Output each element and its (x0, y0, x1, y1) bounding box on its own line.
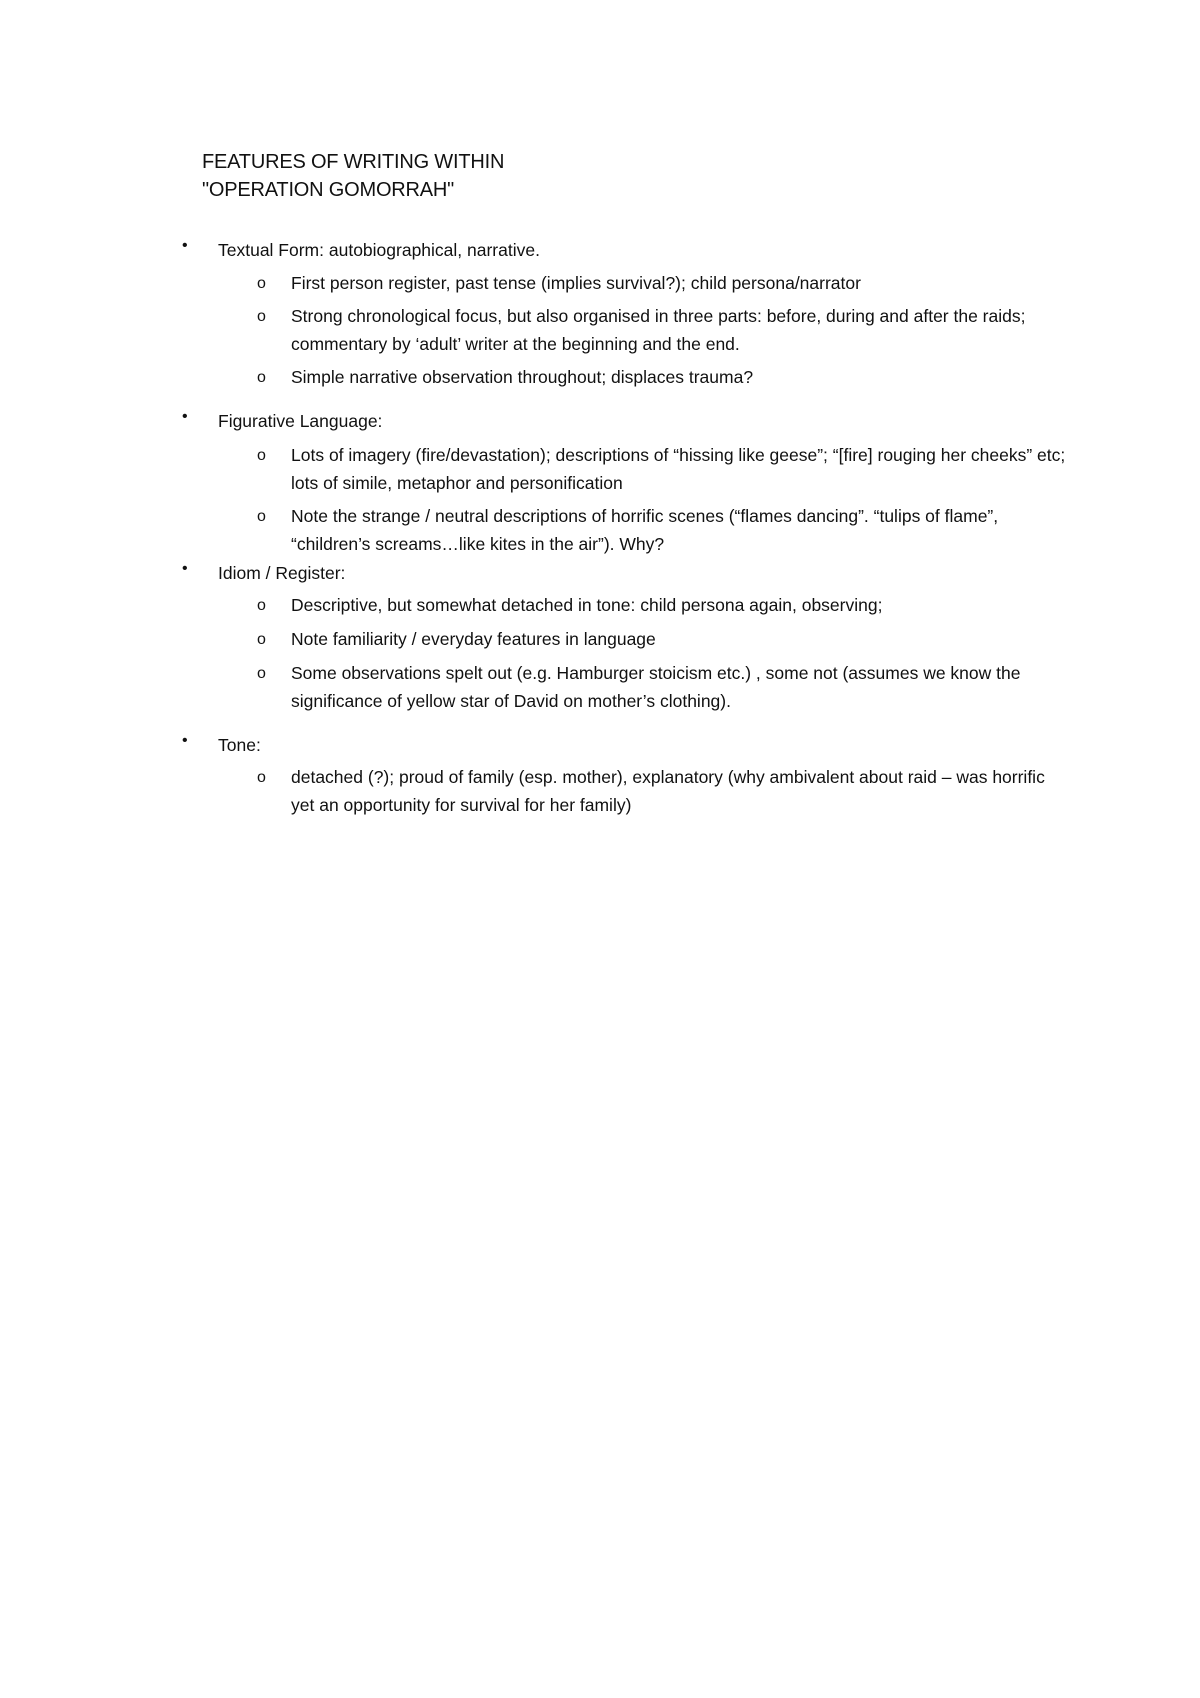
circle-bullet-icon: o (257, 369, 266, 386)
list-item-text: detached (?); proud of family (esp. mother), explanatory (why ambivalent about raid – was horrific yet an opportunity for survival for her family) (291, 767, 1045, 815)
list-item-text: Strong chronological focus, but also organised in three parts: before, during and after the raids; commentary by ‘adult’ writer at the beginning and the end. (291, 306, 1026, 354)
section-label: Figurative Language: (218, 411, 383, 431)
list-item-text: Simple narrative observation throughout; displaces trauma? (291, 367, 754, 387)
circle-bullet-icon: o (257, 665, 266, 682)
circle-bullet-icon: o (257, 597, 266, 614)
list-item-text: Descriptive, but somewhat detached in tone: child persona again, observing; (291, 595, 883, 615)
bullet-icon: • (182, 408, 188, 425)
circle-bullet-icon: o (257, 275, 266, 292)
list-item-text: Note familiarity / everyday features in language (291, 629, 656, 649)
list-item-text: Note the strange / neutral descriptions of horrific scenes (“flames dancing”. “tulips of flame”, “children’s screams…like kites in the air”). Why? (291, 506, 999, 554)
circle-bullet-icon: o (257, 631, 266, 648)
circle-bullet-icon: o (257, 308, 266, 325)
title-line-1: FEATURES OF WRITING WITHIN (202, 151, 505, 173)
circle-bullet-icon: o (257, 508, 266, 525)
bullet-icon: • (182, 732, 188, 749)
title-line-2: "OPERATION GOMORRAH" (202, 179, 455, 201)
section-label: Tone: (218, 735, 261, 755)
circle-bullet-icon: o (257, 769, 266, 786)
list-item-text: Some observations spelt out (e.g. Hamburger stoicism etc.) , some not (assumes we know the significance of yellow star of David on mother’s clothing). (291, 663, 1021, 711)
bullet-icon: • (182, 560, 188, 577)
document-title (202, 148, 504, 204)
list-item-text: First person register, past tense (implies survival?); child persona/narrator (291, 273, 861, 293)
bullet-icon: • (182, 237, 188, 254)
section-label: Textual Form: autobiographical, narrative. (218, 240, 540, 260)
section-label: Idiom / Register: (218, 563, 346, 583)
circle-bullet-icon: o (257, 447, 266, 464)
list-item-text: Lots of imagery (fire/devastation); descriptions of “hissing like geese”; “[fire] rouging her cheeks” etc; lots of simile, metaphor and personification (291, 445, 1066, 493)
